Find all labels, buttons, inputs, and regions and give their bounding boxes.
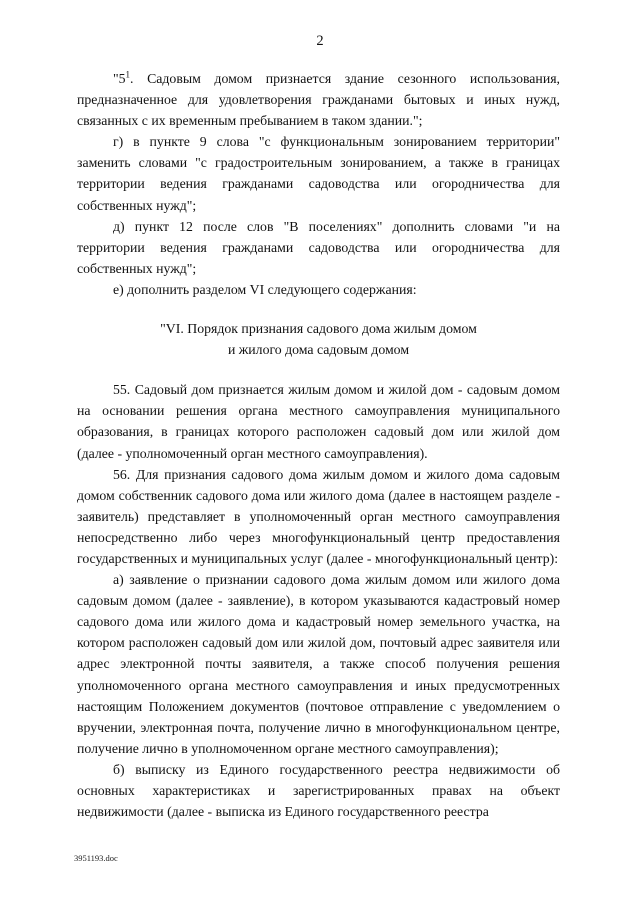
section-heading-line-2: и жилого дома садовым домом — [227, 342, 410, 358]
paragraph-55: 55. Садовый дом признается жилым домом и жилой дом - садовым домом на основании решения органа местного самоуправления муниципального образования, в границах которого расположен садовый дом или жилой дом (далее - уполномоченный орган местного самоуправления). — [77, 382, 560, 461]
paragraph-b: б) выписку из Единого государственного реестра недвижимости об основных характеристиках и зарегистрированных правах на объект недвижимости (далее - выписка из Единого государственного реестра — [77, 761, 560, 820]
superscript: 1 — [125, 69, 131, 80]
footer-filename: 3951193.doc — [74, 853, 118, 863]
paragraph-e: е) дополнить разделом VI следующего содержания: — [113, 281, 417, 297]
paragraph-g: г) в пункте 9 слова "с функциональным зонированием территории" заменить словами "с градостроительным зонированием, а также в границах территории ведения гражданами садоводства или огородничества для собственных нужд"; — [77, 134, 560, 213]
paragraph-5-1-lead: "5 — [113, 71, 126, 86]
paragraph-56: 56. Для признания садового дома жилым домом и жилого дома садовым домом собственник садового дома или жилого дома (далее в настоящем разделе - заявитель) представляет в уполномоченный орган местного самоуправления непосредственно либо через многофункциональный центр предоставления государственных и муниципальных услуг (далее - многофункциональный центр): — [77, 466, 560, 566]
section-heading — [77, 318, 560, 360]
page-number: 2 — [316, 33, 324, 49]
paragraph-a: а) заявление о признании садового дома жилым домом или жилого дома садовым домом (далее - заявление), в котором указываются кадастровый номер садового дома или жилого дома и кадастровый номер земельного участка, на котором расположен садовый дом или жилой дом, почтовый адрес заявителя или адрес электронной почты заявителя, а также способ получения решения уполномоченного органа местного самоуправления и иных предусмотренных настоящим Положением документов (почтовое отправление с уведомлением о вручении, электронная почта, получение лично в многофункциональном центре, получение лично в уполномоченном органе местного самоуправления); — [77, 572, 560, 756]
paragraph-d: д) пункт 12 после слов "В поселениях" дополнить словами "и на территории ведения гражданами садоводства или огородничества для собственных нужд"; — [77, 218, 560, 276]
document-body — [77, 68, 560, 822]
paragraph-5-1 — [77, 68, 560, 131]
paragraph-5-1-text: . Садовым домом признается здание сезонного использования, предназначенное для удовлетворения гражданами бытовых и иных нужд, связанных с их временным пребыванием в таком здании."; — [77, 71, 560, 129]
section-heading-line-1: "VI. Порядок признания садового дома жилым домом — [160, 321, 477, 337]
